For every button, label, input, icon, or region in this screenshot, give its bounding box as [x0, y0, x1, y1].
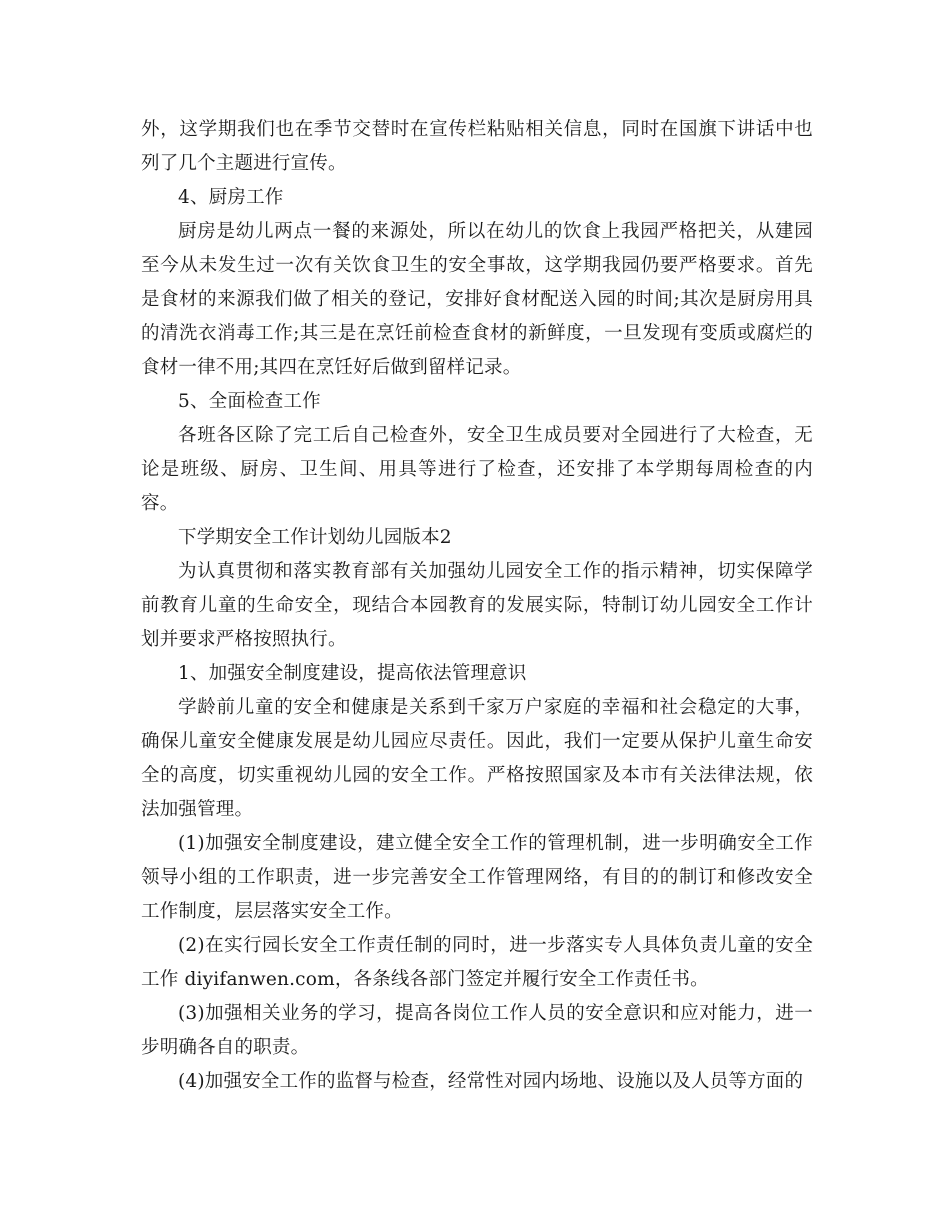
list-item-3: (3)加强相关业务的学习，提高各岗位工作人员的安全意识和应对能力，进一步明确各自的职责。	[141, 1003, 813, 1058]
paragraph-continuation: 外，这学期我们也在季节交替时在宣传栏粘贴相关信息，同时在国旗下讲话中也列了几个主题进行宣传。	[141, 119, 813, 174]
section-heading-kitchen: 4、厨房工作	[178, 187, 284, 208]
section-heading-inspection: 5、全面检查工作	[178, 391, 321, 412]
list-item-4: (4)加强安全工作的监督与检查，经常性对园内场地、设施以及人员等方面的	[178, 1071, 804, 1092]
paragraph-safety-health: 学龄前儿童的安全和健康是关系到千家万户家庭的幸福和社会稳定的大事，确保儿童安全健康发展是幼儿园应尽责任。因此，我们一定要从保护儿童生命安全的高度，切实重视幼儿园的安全工作。严格按照国家及本市有关法律法规，依法加强管理。	[141, 697, 813, 820]
list-item-1: (1)加强安全制度建设，建立健全安全工作的管理机制，进一步明确安全工作领导小组的工作职责，进一步完善安全工作管理网络，有目的的制订和修改安全工作制度，层层落实安全工作。	[141, 833, 813, 922]
paragraph-kitchen: 厨房是幼儿两点一餐的来源处，所以在幼儿的饮食上我园严格把关，从建园至今从未发生过一次有关饮食卫生的安全事故，这学期我园仍要严格要求。首先是食材的来源我们做了相关的登记，安排好食材配送入园的时间;其次是厨房用具的清洗衣消毒工作;其三是在烹饪前检查食材的新鲜度，一旦发现有变质或腐烂的食材一律不用;其四在烹饪好后做到留样记录。	[141, 221, 813, 378]
paragraph-intro: 为认真贯彻和落实教育部有关加强幼儿园安全工作的指示精神，切实保障学前教育儿童的生命安全，现结合本园教育的发展实际，特制订幼儿园安全工作计划并要求严格按照执行。	[141, 561, 813, 650]
document-title-version-2: 下学期安全工作计划幼儿园版本2	[178, 527, 452, 548]
paragraph-inspection: 各班各区除了完工后自己检查外，安全卫生成员要对全园进行了大检查，无论是班级、厨房、卫生间、用具等进行了检查，还安排了本学期每周检查的内容。	[141, 425, 813, 514]
section-heading-safety-system: 1、加强安全制度建设，提高依法管理意识	[178, 663, 527, 684]
list-item-2: (2)在实行园长安全工作责任制的同时，进一步落实专人具体负责儿童的安全工作 diyifanwen.com，各条线各部门签定并履行安全工作责任书。	[141, 935, 813, 990]
document-body	[141, 113, 813, 1099]
